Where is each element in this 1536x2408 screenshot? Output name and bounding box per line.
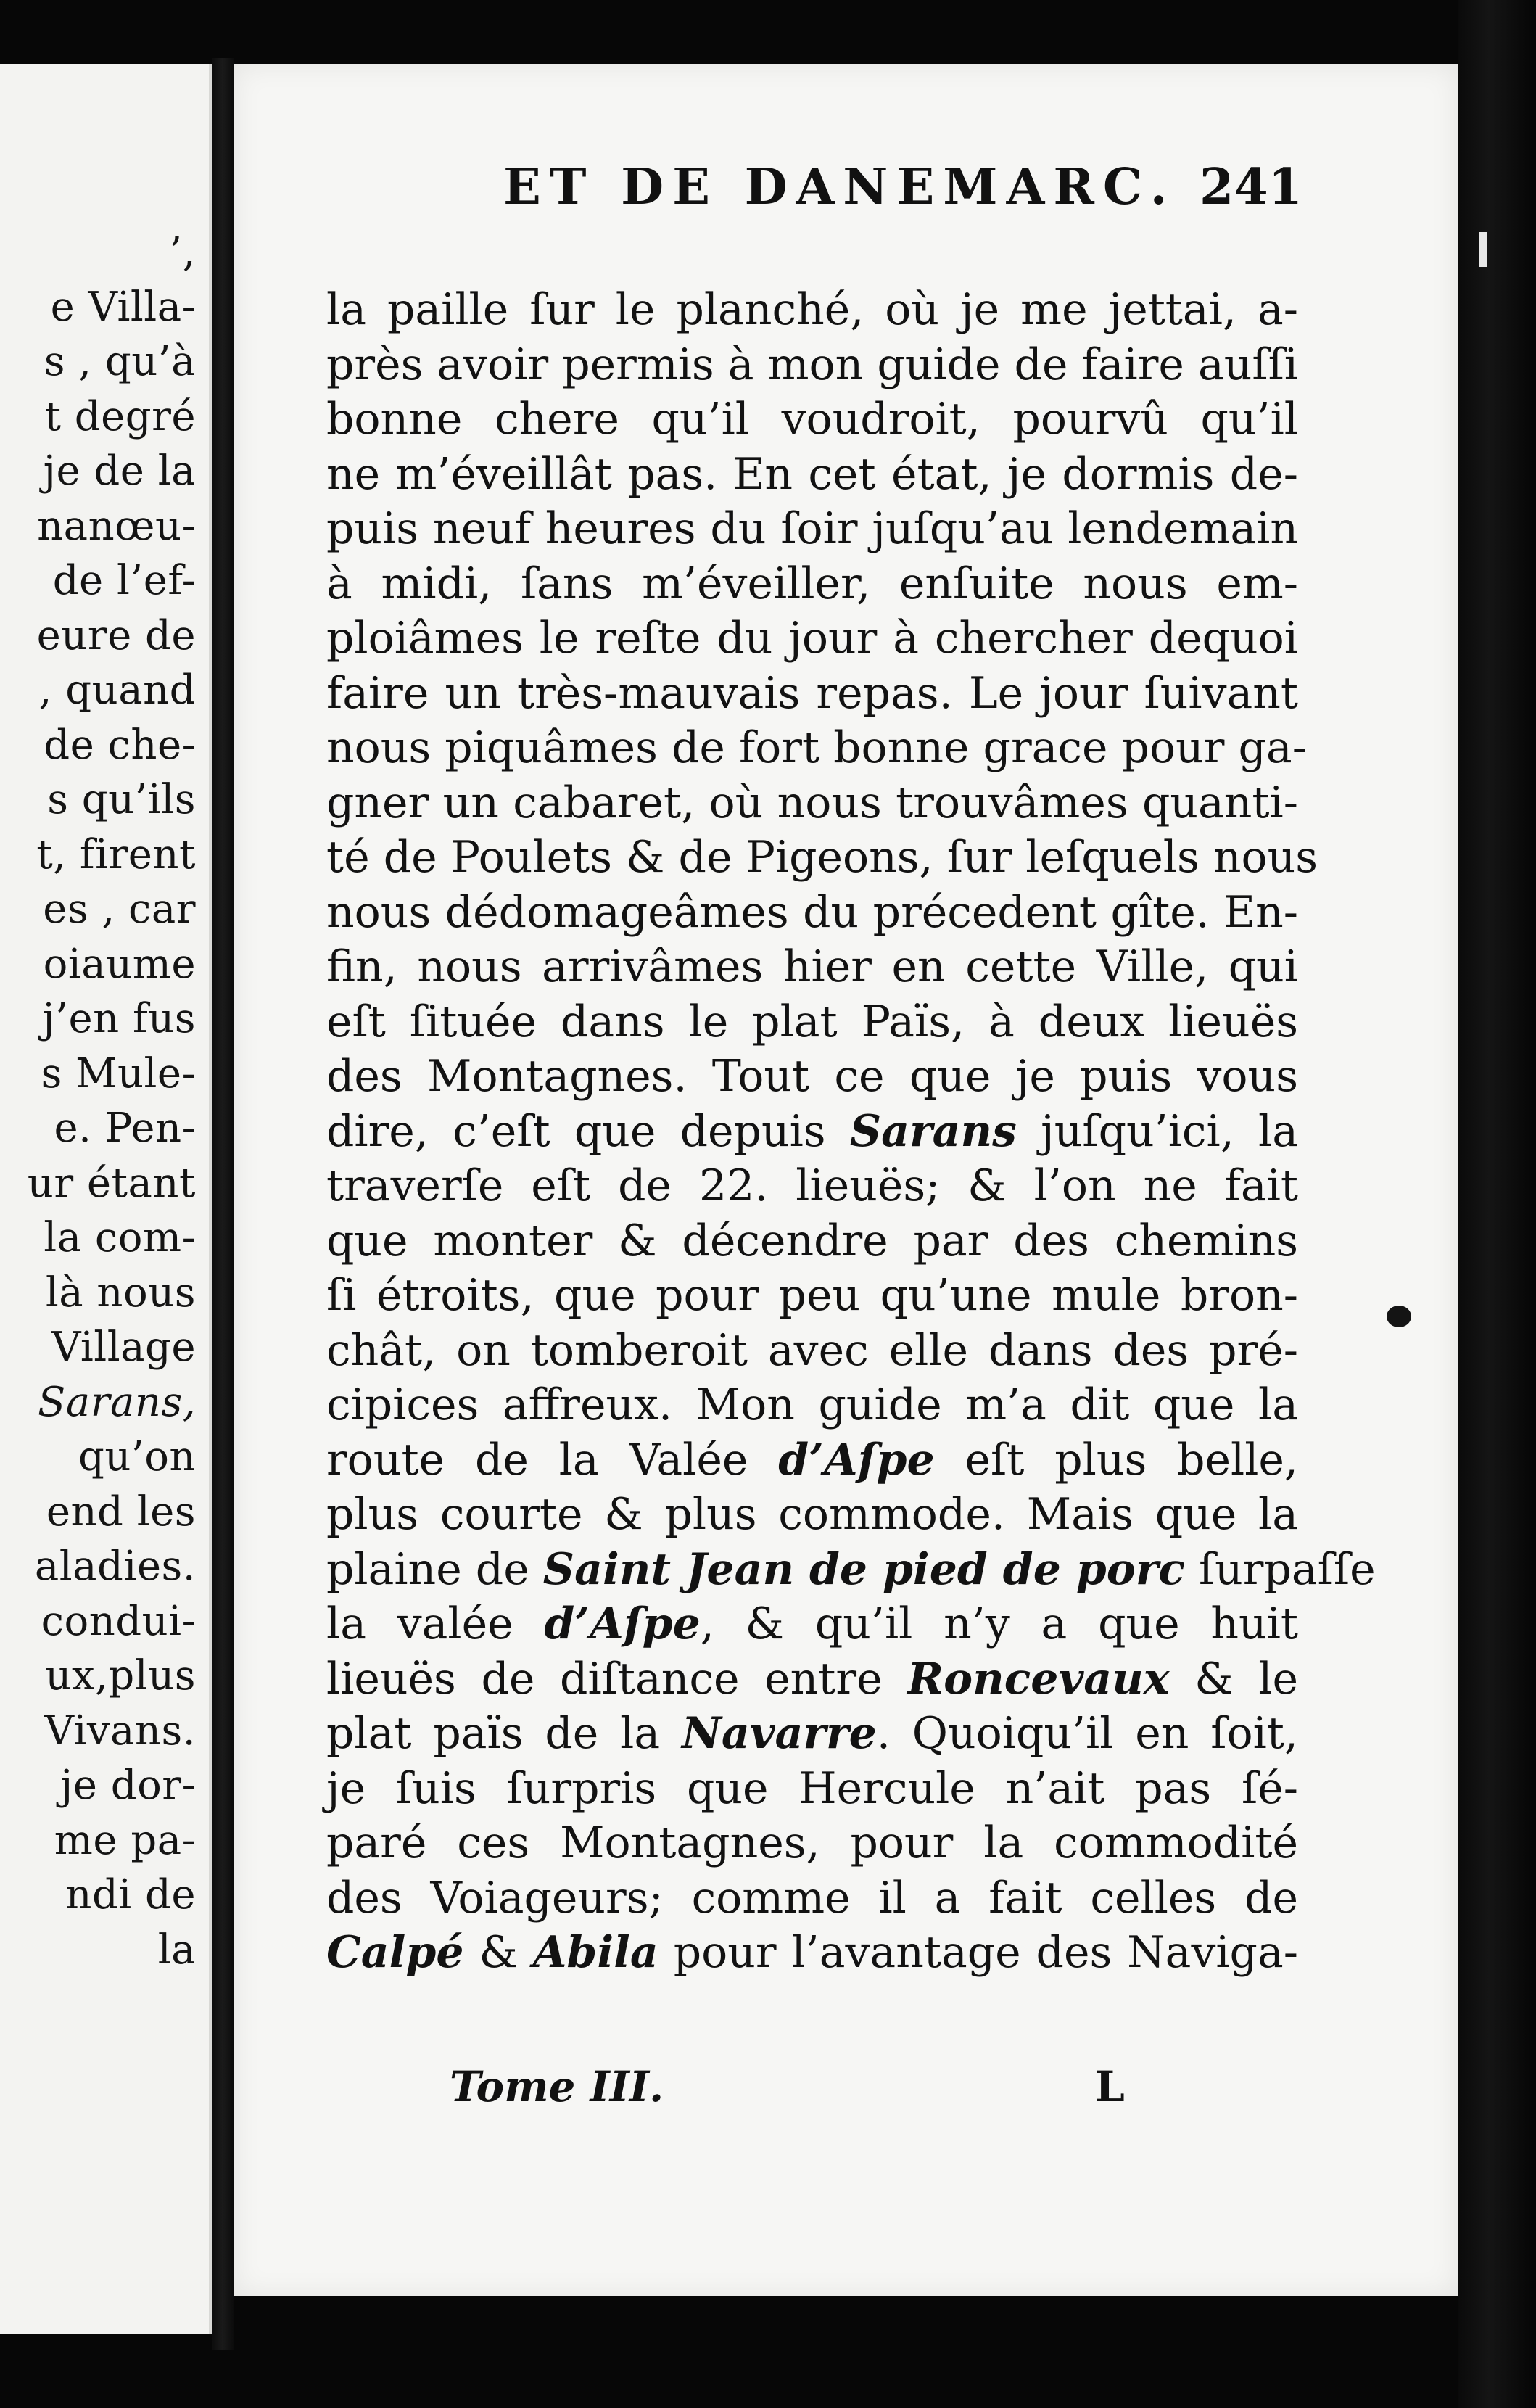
previous-page-line: t degré — [44, 392, 196, 440]
text-line — [326, 1269, 1298, 1324]
previous-page-line: aladies. — [34, 1543, 196, 1590]
text-line — [326, 1926, 1298, 1981]
text-segment: lieuës de diſtance entre — [326, 1653, 908, 1704]
previous-page-line: s qu’ils — [47, 776, 196, 823]
text-segment: la paille ſur le planché, où je me jettai, a- — [326, 284, 1298, 335]
text-segment: route de la Valée — [326, 1434, 779, 1485]
previous-page-line: ux,plus — [45, 1652, 196, 1699]
previous-page-line: je de la — [43, 448, 196, 495]
text-line — [326, 667, 1298, 722]
text-line — [326, 1159, 1298, 1214]
previous-page-line: Vivans. — [44, 1707, 196, 1755]
text-line — [326, 1652, 1298, 1707]
previous-page-text — [28, 225, 196, 1977]
previous-page-line: s Mule- — [41, 1050, 196, 1097]
previous-page-line: la — [157, 1926, 196, 1974]
text-line — [326, 940, 1298, 995]
italic-name: Navarre — [681, 1708, 877, 1759]
binding-gutter — [212, 58, 234, 2350]
text-line — [326, 1324, 1298, 1379]
previous-page-line: condui- — [41, 1597, 196, 1645]
text-segment: , & qu’il n’y a que huit — [700, 1599, 1298, 1649]
text-segment: près avoir permis à mon guide de faire auſſi — [326, 339, 1298, 390]
previous-page-line: là nous — [45, 1269, 196, 1316]
text-segment: juſqu’ici, la — [1016, 1105, 1298, 1157]
text-line — [326, 1816, 1298, 1871]
text-segment: pour l’avantage des Naviga- — [658, 1927, 1298, 1978]
text-line — [326, 1105, 1298, 1160]
text-line — [326, 1543, 1376, 1598]
text-line — [326, 392, 1298, 448]
text-line — [326, 1378, 1298, 1433]
text-line — [326, 1214, 1298, 1269]
text-segment: que monter & décendre par des chemins — [326, 1215, 1298, 1266]
previous-page-line: ur étant — [27, 1159, 196, 1207]
text-segment: dire, c’eſt que depuis — [326, 1105, 850, 1157]
signature-mark: L — [1095, 2062, 1125, 2111]
text-segment: des Montagnes. Tout ce que je puis vous — [326, 1051, 1298, 1102]
previous-page-line: t, firent — [36, 830, 196, 878]
text-line — [326, 338, 1298, 393]
text-segment: . Quoiqu’il en ſoit, — [876, 1708, 1298, 1759]
italic-name: d’Aſpe — [778, 1434, 935, 1485]
previous-page-line: eure de — [36, 611, 196, 659]
running-head: ET DE DANEMARC. — [503, 158, 1176, 216]
previous-page-fragment — [0, 64, 212, 2334]
text-line — [326, 448, 1298, 503]
text-segment: ſi étroits, que pour peu qu’une mule bron- — [326, 1270, 1298, 1321]
previous-page-line: je dor- — [59, 1762, 196, 1809]
edge-mark — [1479, 232, 1487, 267]
text-line — [326, 1707, 1298, 1762]
previous-page-line: es , car — [43, 886, 196, 933]
text-segment: & — [463, 1927, 533, 1978]
text-segment: té de Poulets & de Pigeons, ſur leſquels nous — [326, 832, 1318, 883]
previous-page-line: ndi de — [65, 1871, 196, 1918]
text-line — [326, 502, 1298, 557]
italic-name: Abila — [532, 1927, 658, 1978]
text-segment: des Voiageurs; comme il a fait celles de — [326, 1872, 1298, 1923]
text-line — [326, 283, 1298, 338]
text-segment: plat païs de la — [326, 1708, 682, 1759]
page-number: 241 — [1200, 158, 1302, 216]
text-segment: traverſe eſt de 22. lieuës; & l’on ne fait — [326, 1160, 1298, 1211]
text-line — [326, 1762, 1298, 1817]
page-header — [273, 158, 1302, 231]
text-segment: ploiâmes le reſte du jour à chercher dequoi — [326, 613, 1298, 664]
italic-name: Saint Jean de pied de porc — [542, 1543, 1185, 1595]
previous-page-line: oiaume — [43, 940, 196, 988]
text-segment: bonne chere qu’il voudroit, pourvû qu’il — [326, 394, 1298, 445]
page-body-text — [326, 283, 1376, 1981]
text-line — [326, 995, 1298, 1050]
text-line — [326, 1433, 1298, 1488]
text-segment: à midi, ſans m’éveiller, enſuite nous em- — [326, 558, 1298, 609]
text-segment: nous piquâmes de fort bonne grace pour ga- — [326, 722, 1307, 773]
previous-page-line: la com- — [44, 1214, 196, 1261]
scan-right-edge — [1458, 0, 1536, 2408]
signature-volume: Tome III. — [450, 2062, 664, 2111]
previous-page-line: e. Pen- — [54, 1105, 196, 1152]
italic-name: Sarans — [849, 1105, 1017, 1157]
italic-name: Roncevaux — [907, 1653, 1170, 1704]
previous-page-line: Sarans, — [37, 1378, 196, 1426]
previous-page-line: j’en fus — [42, 995, 196, 1042]
previous-page-line: de l’ef- — [52, 557, 196, 604]
previous-page-line: , quand — [38, 667, 196, 714]
text-segment: & le — [1169, 1653, 1298, 1704]
text-segment: ne m’éveillât pas. En cet état, je dormis de- — [326, 448, 1298, 500]
text-segment: la valée — [326, 1599, 545, 1649]
previous-page-line: s , qu’à — [44, 338, 196, 385]
text-line — [326, 721, 1307, 776]
text-segment: fin, nous arrivâmes hier en cette Ville, qui — [326, 941, 1298, 992]
previous-page-line: e Villa- — [50, 283, 196, 331]
previous-page-line: qu’on — [78, 1433, 196, 1480]
text-line — [326, 1050, 1298, 1105]
previous-page-line: me pa- — [54, 1816, 196, 1864]
text-segment: plus courte & plus commode. Mais que la — [326, 1489, 1298, 1540]
text-line — [326, 611, 1298, 667]
ink-spot — [1387, 1306, 1411, 1327]
italic-name: d’Aſpe — [544, 1599, 701, 1649]
text-line — [326, 557, 1298, 612]
text-segment: nous dédomageâmes du précedent gîte. En- — [326, 886, 1298, 938]
text-line — [326, 1597, 1298, 1652]
text-line — [326, 776, 1298, 831]
text-segment: je ſuis ſurpris que Hercule n’ait pas ſé- — [326, 1762, 1298, 1814]
text-segment: faire un très-mauvais repas. Le jour ſuivant — [326, 667, 1298, 719]
text-segment: ſurpaſſe — [1184, 1543, 1376, 1595]
text-line — [326, 830, 1318, 886]
previous-page-line: nanœu- — [37, 502, 196, 550]
text-segment: eſt plus belle, — [934, 1434, 1299, 1485]
text-segment: chât, on tomberoit avec elle dans des pré- — [326, 1324, 1298, 1376]
text-line — [326, 886, 1298, 941]
text-line — [326, 1488, 1298, 1543]
text-segment: plaine de — [326, 1543, 543, 1595]
page-footer — [326, 2062, 1298, 2120]
previous-page-line: end les — [46, 1488, 196, 1535]
text-segment: paré ces Montagnes, pour la commodité — [326, 1818, 1298, 1868]
previous-page-line: ’, — [169, 228, 196, 276]
text-segment: gner un cabaret, où nous trouvâmes quanti- — [326, 777, 1298, 828]
text-line — [326, 1871, 1298, 1926]
previous-page-line: de che- — [44, 721, 196, 769]
text-segment: cipices affreux. Mon guide m’a dit que la — [326, 1380, 1298, 1430]
italic-name: Calpé — [326, 1927, 464, 1978]
text-segment: puis neuf heures du ſoir juſqu’au lendemain — [326, 503, 1298, 554]
previous-page-line: Village — [51, 1324, 196, 1371]
text-segment: eſt ſituée dans le plat Païs, à deux lieuës — [326, 996, 1298, 1047]
